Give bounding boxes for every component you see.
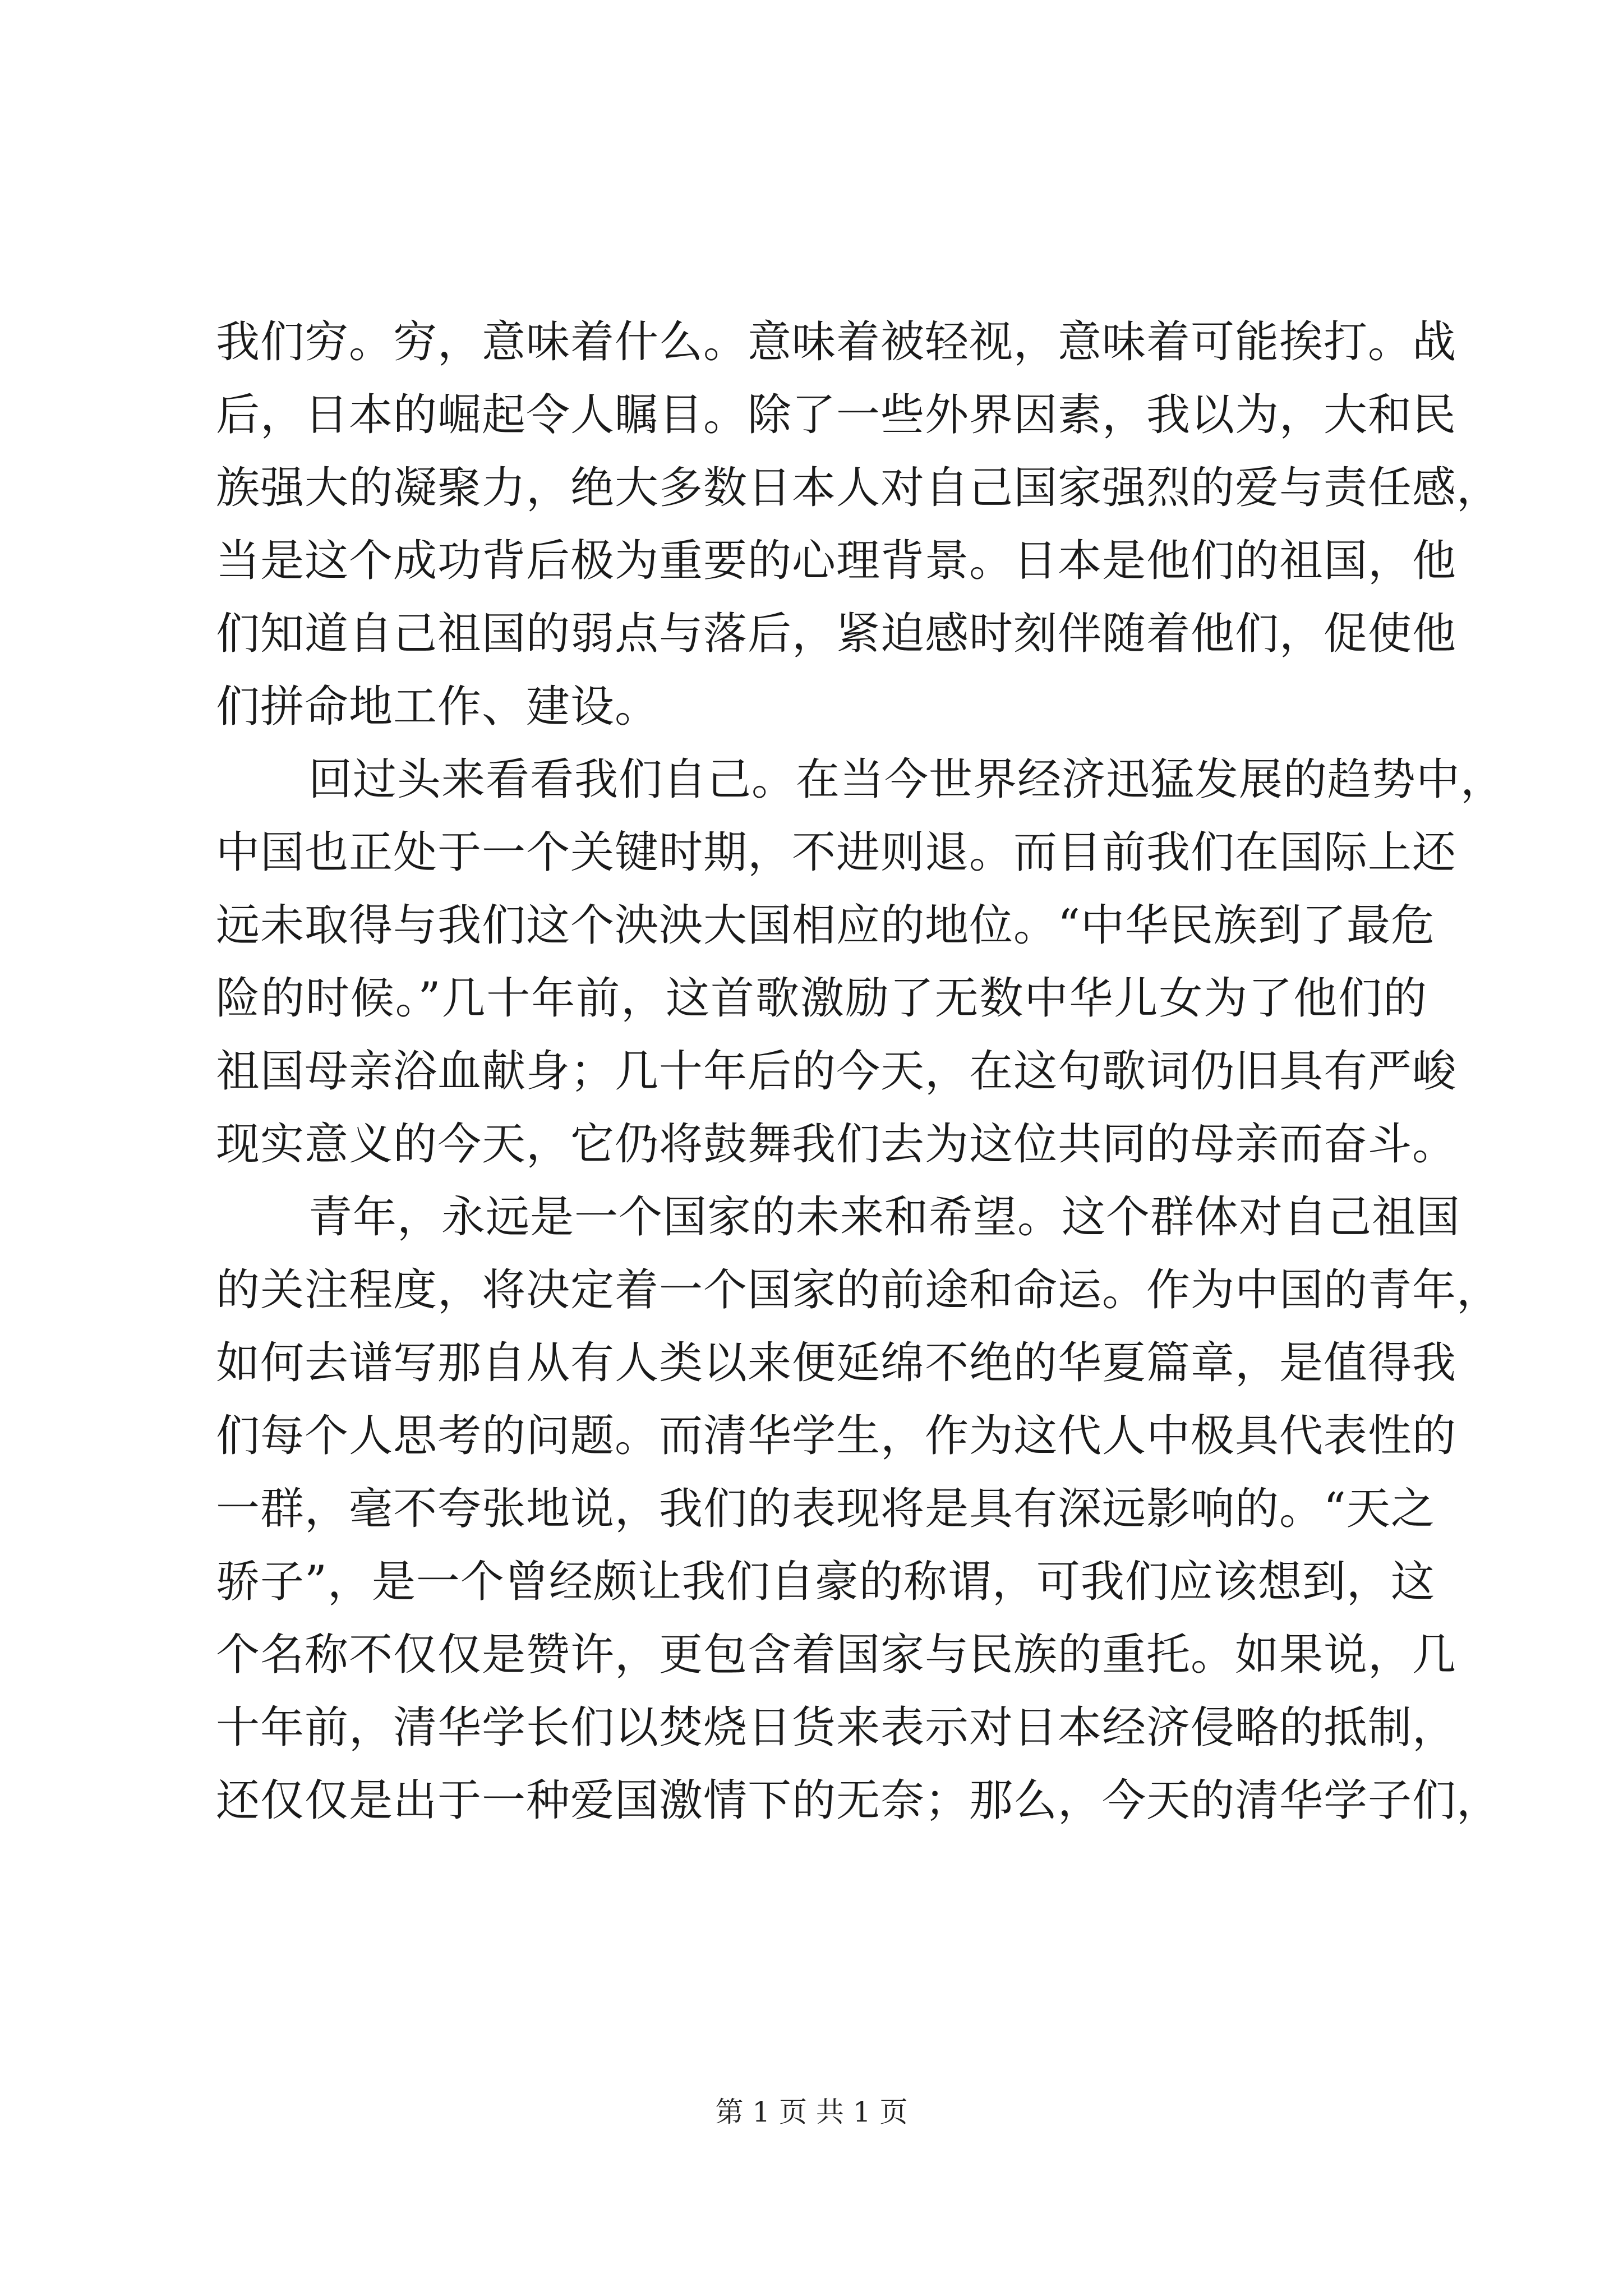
text-line: 个名称不仅仅是赞许，更包含着国家与民族的重托。如果说，几 <box>216 1630 1457 1680</box>
text-line: 祖国母亲浴血献身；几十年后的今天，在这句歌词仍旧具有严峻 <box>216 1046 1457 1097</box>
text-line: 现实意义的今天，它仍将鼓舞我们去为这位共同的母亲而奋斗。 <box>216 1119 1457 1170</box>
text-line: 后，日本的崛起令人瞩目。除了一些外界因素，我以为，大和民 <box>216 390 1457 440</box>
paragraph-first-line: 青年，永远是一个国家的未来和希望。这个群体对自己祖国 <box>308 1192 1461 1243</box>
text-line: 我们穷。穷，意味着什么。意味着被轻视，意味着可能挨打。战 <box>216 317 1457 367</box>
paragraph-first-line: 回过头来看看我们自己。在当今世界经济迅猛发展的趋势中， <box>308 754 1505 805</box>
text-line: 十年前，清华学长们以焚烧日货来表示对日本经济侵略的抵制， <box>216 1703 1457 1753</box>
text-line: 如何去谱写那自从有人类以来便延绵不绝的华夏篇章，是值得我 <box>216 1338 1457 1388</box>
text-line: 远未取得与我们这个泱泱大国相应的地位。“中华民族到了最危 <box>216 900 1435 951</box>
text-line: 骄子”，是一个曾经颇让我们自豪的称谓，可我们应该想到，这 <box>216 1557 1435 1607</box>
text-line: 们拼命地工作、建设。 <box>216 682 660 732</box>
body-text <box>216 306 1505 1837</box>
text-line: 险的时候。”几十年前，这首歌激励了无数中华儿女为了他们的 <box>216 973 1427 1024</box>
text-line: 的关注程度，将决定着一个国家的前途和命运。作为中国的青年， <box>216 1265 1501 1315</box>
text-line: 当是这个成功背后极为重要的心理背景。日本是他们的祖国，他 <box>216 536 1457 586</box>
text-line: 族强大的凝聚力，绝大多数日本人对自己国家强烈的爱与责任感， <box>216 463 1501 513</box>
page-number-footer: 第 1 页 共 1 页 <box>715 2096 908 2128</box>
text-line: 一群，毫不夸张地说，我们的表现将是具有深远影响的。“天之 <box>216 1484 1435 1534</box>
text-line: 们每个人思考的问题。而清华学生，作为这代人中极具代表性的 <box>216 1411 1457 1461</box>
text-line: 还仅仅是出于一种爱国激情下的无奈；那么，今天的清华学子们， <box>216 1775 1501 1826</box>
text-line: 中国也正处于一个关键时期，不进则退。而目前我们在国际上还 <box>216 827 1457 878</box>
text-line: 们知道自己祖国的弱点与落后，紧迫感时刻伴随着他们，促使他 <box>216 609 1457 659</box>
